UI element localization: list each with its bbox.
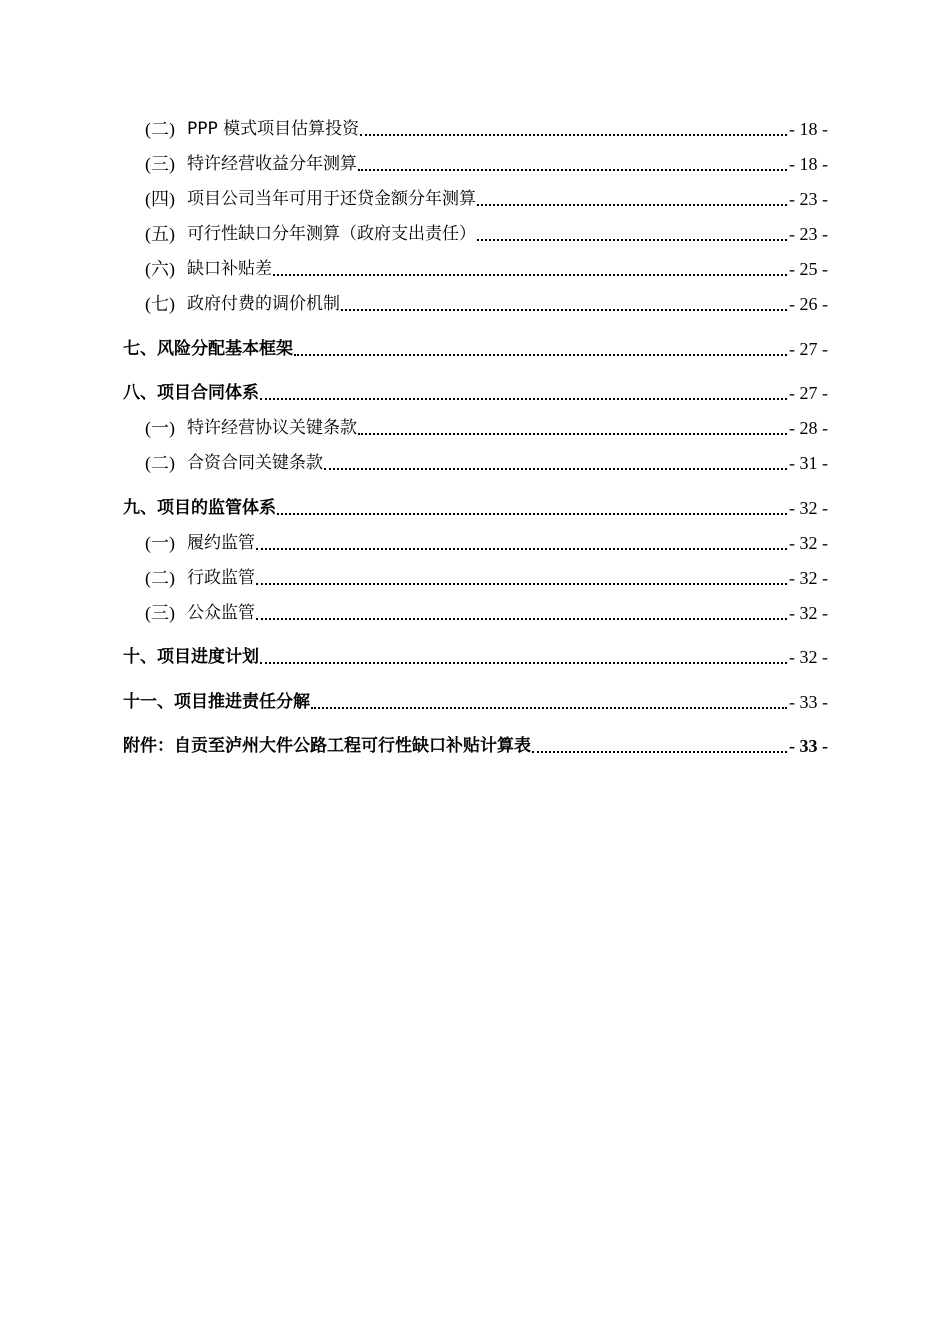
toc-entry[interactable] [123,405,828,440]
toc-entry-number: (七) [145,294,175,314]
toc-entry[interactable] [123,141,828,176]
toc-entry-title: 特许经营收益分年测算 [187,154,357,174]
toc-entry-page: - 18 - [789,154,828,174]
toc-entry[interactable] [123,555,828,590]
toc-section-title: 八、项目合同体系 [123,383,259,403]
toc-entry-title: 项目公司当年可用于还贷金额分年测算 [187,189,476,209]
toc-entry-page: - 26 - [789,294,828,314]
toc-section[interactable] [123,475,828,520]
dot-leader [477,238,787,241]
toc-section-page: - 33 - [789,691,828,712]
toc-entry-number: (四) [145,189,175,209]
toc-entry[interactable] [123,590,828,625]
toc-entry-title: PPP 模式项目估算投资 [187,119,360,139]
dot-leader [294,353,787,356]
toc-section[interactable] [123,316,828,361]
toc-entry-number: (三) [145,154,175,174]
dot-leader [277,512,787,515]
dot-leader [532,750,787,753]
toc-entry-page: - 32 - [789,602,828,623]
toc-entry-page: - 31 - [789,453,828,473]
toc-entry-title: 可行性缺口分年测算（政府支出责任） [187,224,476,244]
toc-entry-title: 行政监管 [187,567,255,588]
toc-entry[interactable] [123,211,828,246]
dot-leader [273,273,787,276]
toc-entry-number: (五) [145,224,175,244]
toc-entry-number: (三) [145,602,175,623]
toc-section-page: - 27 - [789,338,828,359]
toc-entry-page: - 25 - [789,259,828,279]
toc-entry-title: 合资合同关键条款 [187,453,323,473]
dot-leader [311,706,787,709]
toc-section-title: 十一、项目推进责任分解 [123,691,310,712]
toc-entry-title: 公众监管 [187,602,255,623]
toc-entry-page: - 23 - [789,224,828,244]
toc-entry-number: (二) [145,119,175,139]
dot-leader [360,133,787,136]
toc-entry-title: 履约监管 [187,532,255,553]
toc-entry[interactable] [123,246,828,281]
dot-leader [256,617,787,620]
dot-leader [341,308,787,311]
toc-section-title: 九、项目的监管体系 [123,497,276,518]
dot-leader [256,547,787,550]
toc-section-title: 七、风险分配基本框架 [123,338,293,359]
toc-entry-number: (二) [145,567,175,588]
dot-leader [324,467,787,470]
toc-attachment-title: 附件：自贡至泸州大件公路工程可行性缺口补贴计算表 [123,736,531,756]
dot-leader [260,661,787,664]
toc-attachment[interactable] [123,714,828,759]
toc-section[interactable] [123,625,828,670]
toc-entry-title: 缺口补贴差 [187,259,272,279]
toc-entry-page: - 28 - [789,418,828,438]
toc-entry-number: (一) [145,532,175,553]
toc-entry[interactable] [123,106,828,141]
toc-entry-page: - 32 - [789,567,828,588]
toc-section-page: - 27 - [789,383,828,403]
toc-entry-number: (六) [145,259,175,279]
toc-entry-number: (一) [145,418,175,438]
toc-entry-page: - 23 - [789,189,828,209]
toc-section-page: - 32 - [789,497,828,518]
toc-entry-title: 政府付费的调价机制 [187,294,340,314]
toc-attachment-page: - 33 - [789,736,828,756]
toc-section[interactable] [123,361,828,406]
toc-entry-number: (二) [145,453,175,473]
toc-entry-page: - 32 - [789,532,828,553]
toc-section[interactable] [123,669,828,714]
toc-entry[interactable] [123,520,828,555]
dot-leader [256,582,787,585]
dot-leader [358,168,787,171]
toc-entry[interactable] [123,440,828,475]
table-of-contents [123,106,828,758]
toc-entry[interactable] [123,176,828,211]
toc-section-page: - 32 - [789,647,828,667]
toc-section-title: 十、项目进度计划 [123,647,259,667]
dot-leader [260,397,787,400]
toc-entry-page: - 18 - [789,119,828,139]
dot-leader [358,432,787,435]
toc-entry[interactable] [123,281,828,316]
toc-entry-title: 特许经营协议关键条款 [187,418,357,438]
dot-leader [477,203,787,206]
